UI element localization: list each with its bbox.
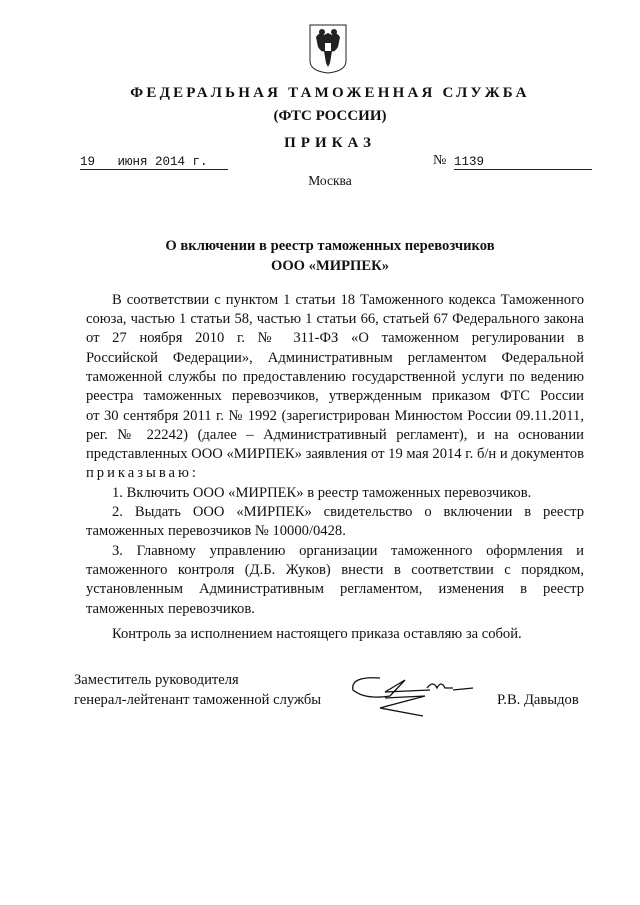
signer-position-line2: генерал-лейтенант таможенной службы [74,692,322,708]
preamble-line: таможенной службы по предоставлению государственной услуги по ведению [86,369,584,385]
org-short-name: (ФТС РОССИИ) [273,108,387,124]
preamble-line: В соответствии с пунктом 1 статьи 18 Таможенного кодекса Таможенного [112,292,584,308]
item-2-line: 2. Выдать ООО «МИРПЕК» свидетельство о включении в реестр [112,504,584,520]
item-3-line: таможенного контроля (Д.Б. Жуков) внести в соответствии с порядком, [86,562,584,578]
doc-title-line1: О включении в реестр таможенных перевозчиков [165,238,495,254]
preamble-line: рег. № 22242) (далее – Административный регламент), и на основании [86,427,584,443]
coat-of-arms-emblem [308,23,348,75]
number-label: № [433,153,447,168]
city: Москва [308,173,352,188]
item-3-line: установленным Административным регламентом, изменения в реестр [86,581,584,597]
item-2-line: таможенных перевозчиков № 10000/0428. [86,523,346,539]
item-3-line: 3. Главному управлению организации таможенного оформления и [112,543,584,559]
signer-position-line1: Заместитель руководителя [74,672,239,688]
preamble-line: реестра таможенных перевозчиков, утвержденным приказом ФТС России [86,388,584,404]
order-word: приказываю: [86,465,199,481]
preamble-line: представленных ООО «МИРПЕК» заявления от 19 мая 2014 г. б/н и документов [86,446,584,462]
order-date: 19 июня 2014 г. [80,155,228,170]
order-number: 1139 [454,155,592,170]
preamble-line: от 27 ноября 2010 г. № 311-ФЗ «О таможенном регулировании в [86,330,584,346]
item-1: 1. Включить ООО «МИРПЕК» в реестр таможенных перевозчиков. [112,485,532,501]
signer-name: Р.В. Давыдов [497,692,579,708]
preamble-line: Российской Федерации», Административным регламентом Федеральной [86,350,584,366]
handwritten-signature [345,668,475,728]
preamble-line: союза, частью 1 статьи 58, частью 1 статьи 66, статьей 67 Федерального закона [86,311,584,327]
org-name: ФЕДЕРАЛЬНАЯ ТАМОЖЕННАЯ СЛУЖБА [130,85,530,101]
preamble-line: от 30 сентября 2011 г. № 1992 (зарегистрирован Минюстом России 09.11.2011, [86,408,584,424]
control-clause: Контроль за исполнением настоящего приказа оставляю за собой. [112,626,522,642]
doc-type: ПРИКАЗ [284,135,376,151]
doc-title-line2: ООО «МИРПЕК» [270,258,389,274]
item-3-line: таможенных перевозчиков. [86,601,255,617]
